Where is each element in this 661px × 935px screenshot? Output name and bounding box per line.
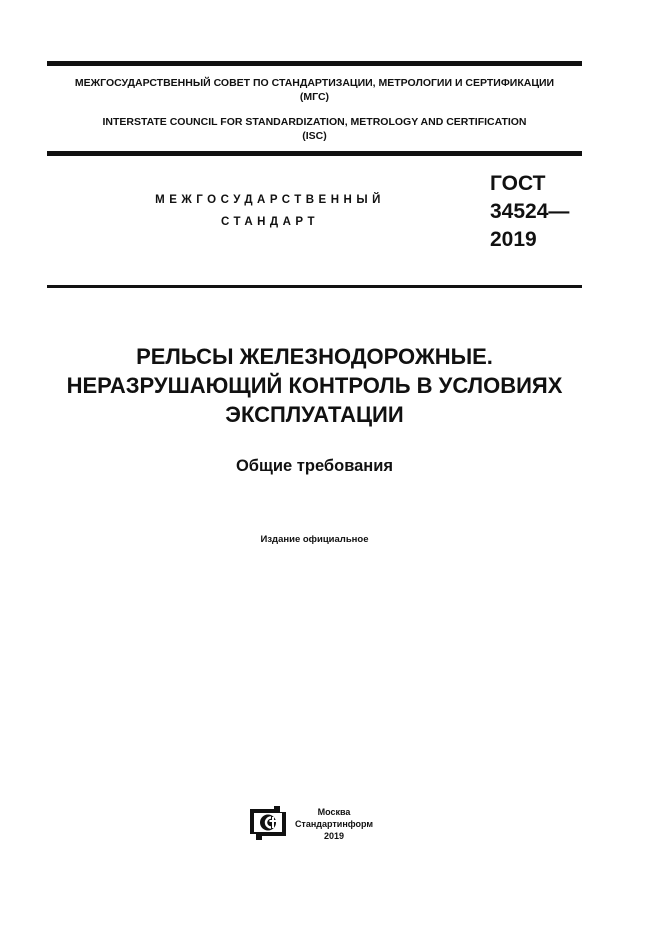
- title-line1: РЕЛЬСЫ ЖЕЛЕЗНОДОРОЖНЫЕ.: [136, 344, 493, 369]
- council-ru-abbr: (МГС): [299, 91, 330, 103]
- gost-year: 2019: [490, 228, 537, 251]
- gost-number: 34524—: [490, 200, 570, 223]
- interstate-label-line1: МЕЖГОСУДАРСТВЕННЫЙ: [155, 194, 385, 206]
- document-title: [47, 342, 582, 429]
- gost-prefix: ГОСТ: [490, 172, 546, 195]
- publisher-city: Москва: [317, 807, 351, 817]
- interstate-label-line2: СТАНДАРТ: [221, 216, 319, 228]
- middle-rule: [47, 285, 582, 288]
- interstate-standard-label: [120, 189, 420, 233]
- document-subtitle: Общие требования: [235, 457, 394, 475]
- council-en-abbr: (ISC): [302, 130, 327, 142]
- header-bottom-rule: [47, 151, 582, 156]
- edition-note: Издание официальное: [260, 534, 369, 545]
- council-en: [47, 115, 582, 143]
- publisher-name: Стандартинформ: [294, 819, 374, 829]
- top-rule: [47, 61, 582, 66]
- council-en-name: INTERSTATE COUNCIL FOR STANDARDIZATION, METROLOGY AND CERTIFICATION: [102, 116, 527, 128]
- title-line2: НЕРАЗРУШАЮЩИЙ КОНТРОЛЬ В УСЛОВИЯХ: [66, 373, 563, 398]
- publisher-block: [294, 806, 374, 842]
- standartinform-logo-icon: [248, 806, 288, 840]
- title-line3: ЭКСПЛУАТАЦИИ: [225, 402, 404, 427]
- publisher-year: 2019: [323, 831, 345, 841]
- gost-code: [490, 170, 569, 254]
- council-ru-name: МЕЖГОСУДАРСТВЕННЫЙ СОВЕТ ПО СТАНДАРТИЗАЦИИ, МЕТРОЛОГИИ И СЕРТИФИКАЦИИ: [74, 77, 555, 89]
- council-ru: [47, 76, 582, 104]
